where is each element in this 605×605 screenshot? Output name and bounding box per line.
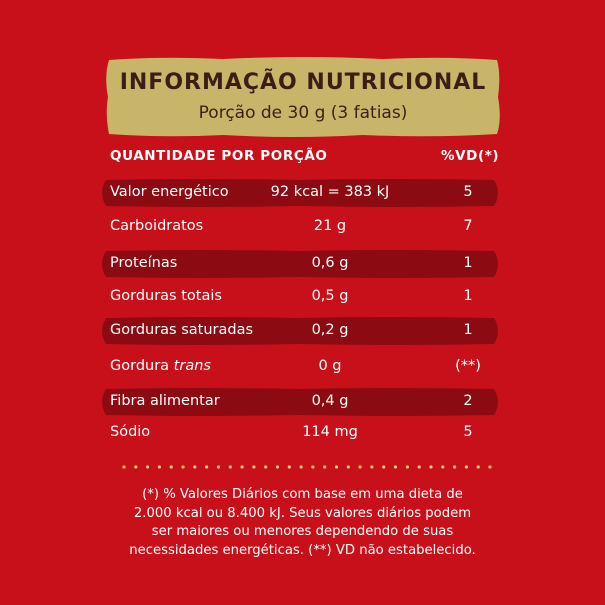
- footnote-line: 2.000 kcal ou 8.400 kJ. Seus valores diários podem: [133, 505, 472, 521]
- divider-dot: [146, 465, 149, 468]
- nutrient-quantity: 0,6 g: [311, 255, 349, 271]
- nutrient-vd: 7: [463, 218, 473, 234]
- table-row: [98, 418, 502, 448]
- table-row: [98, 249, 502, 279]
- nutrient-name-prefix: Gordura: [110, 358, 174, 374]
- nutrient-vd: 1: [463, 255, 473, 271]
- nutrient-vd: 5: [463, 424, 473, 440]
- divider-dot: [418, 465, 421, 468]
- nutrient-quantity: 0,4 g: [311, 393, 349, 409]
- header-panel: [103, 54, 503, 140]
- nutrient-quantity: 0 g: [318, 358, 342, 374]
- column-header-quantity: QUANTIDADE POR PORÇÃO: [110, 148, 328, 164]
- divider-dot: [229, 465, 232, 468]
- divider-dot: [453, 465, 456, 468]
- divider-dot: [406, 465, 409, 468]
- column-header-vd: %VD(*): [441, 148, 500, 164]
- divider-dot: [181, 465, 184, 468]
- table-row: [98, 282, 502, 312]
- divider-dot: [429, 465, 432, 468]
- nutrient-name: Valor energético: [110, 184, 229, 200]
- divider-dot: [276, 465, 279, 468]
- divider-dot: [264, 465, 267, 468]
- nutrient-vd: 1: [463, 322, 473, 338]
- divider-dot: [359, 465, 362, 468]
- footnote: [100, 486, 505, 560]
- divider-dot: [347, 465, 350, 468]
- divider-dot: [170, 465, 173, 468]
- divider-dot: [441, 465, 444, 468]
- divider-dot: [323, 465, 326, 468]
- table-row: [98, 352, 502, 382]
- divider-dot: [370, 465, 373, 468]
- nutrient-name: [110, 358, 211, 374]
- divider-dot: [477, 465, 480, 468]
- divider-dot: [394, 465, 397, 468]
- nutrient-quantity: 114 mg: [302, 424, 358, 440]
- divider-dot: [193, 465, 196, 468]
- nutrient-name: Sódio: [110, 424, 151, 440]
- nutrient-quantity: 0,2 g: [311, 322, 349, 338]
- nutrient-name: Gorduras saturadas: [110, 322, 254, 338]
- nutrient-name: Gorduras totais: [110, 288, 222, 304]
- divider-dot: [382, 465, 385, 468]
- table-row: [98, 178, 502, 208]
- footnote-line: necessidades energéticas. (**) VD não estabelecido.: [129, 542, 476, 558]
- nutrient-name: Proteínas: [110, 255, 178, 271]
- nutrient-quantity: 0,5 g: [311, 288, 349, 304]
- footnote-line: (*) % Valores Diários com base em uma dieta de: [142, 487, 463, 502]
- divider-dot: [488, 465, 491, 468]
- divider-dot: [241, 465, 244, 468]
- table-row: [98, 316, 502, 346]
- divider-dot: [465, 465, 468, 468]
- divider-dot: [217, 465, 220, 468]
- nutrient-vd: 5: [463, 184, 473, 200]
- nutrient-quantity: 92 kcal = 383 kJ: [270, 184, 390, 200]
- nutrient-vd: 2: [463, 393, 473, 409]
- divider-dot: [252, 465, 255, 468]
- nutrient-name: Fibra alimentar: [110, 393, 220, 409]
- divider-dot: [134, 465, 137, 468]
- table-row: [98, 387, 502, 417]
- divider-dot: [300, 465, 303, 468]
- nutrient-vd: 1: [463, 288, 473, 304]
- divider-dot: [205, 465, 208, 468]
- page-title: INFORMAÇÃO NUTRICIONAL: [119, 70, 487, 95]
- portion-subtitle: Porção de 30 g (3 fatias): [198, 103, 408, 123]
- footnote-line: ser maiores ou menores dependendo de suas: [151, 524, 454, 539]
- nutrient-quantity: 21 g: [313, 218, 347, 234]
- divider-dot: [311, 465, 314, 468]
- divider-dot: [288, 465, 291, 468]
- divider-dot: [335, 465, 338, 468]
- dotted-divider: [122, 464, 492, 470]
- divider-dot: [158, 465, 161, 468]
- nutrient-name-italic: trans: [173, 358, 211, 374]
- table-row: [98, 212, 502, 242]
- nutrient-name: Carboidratos: [110, 218, 204, 234]
- nutrient-vd: (**): [455, 358, 481, 374]
- divider-dot: [122, 465, 125, 468]
- header-background: [103, 54, 503, 140]
